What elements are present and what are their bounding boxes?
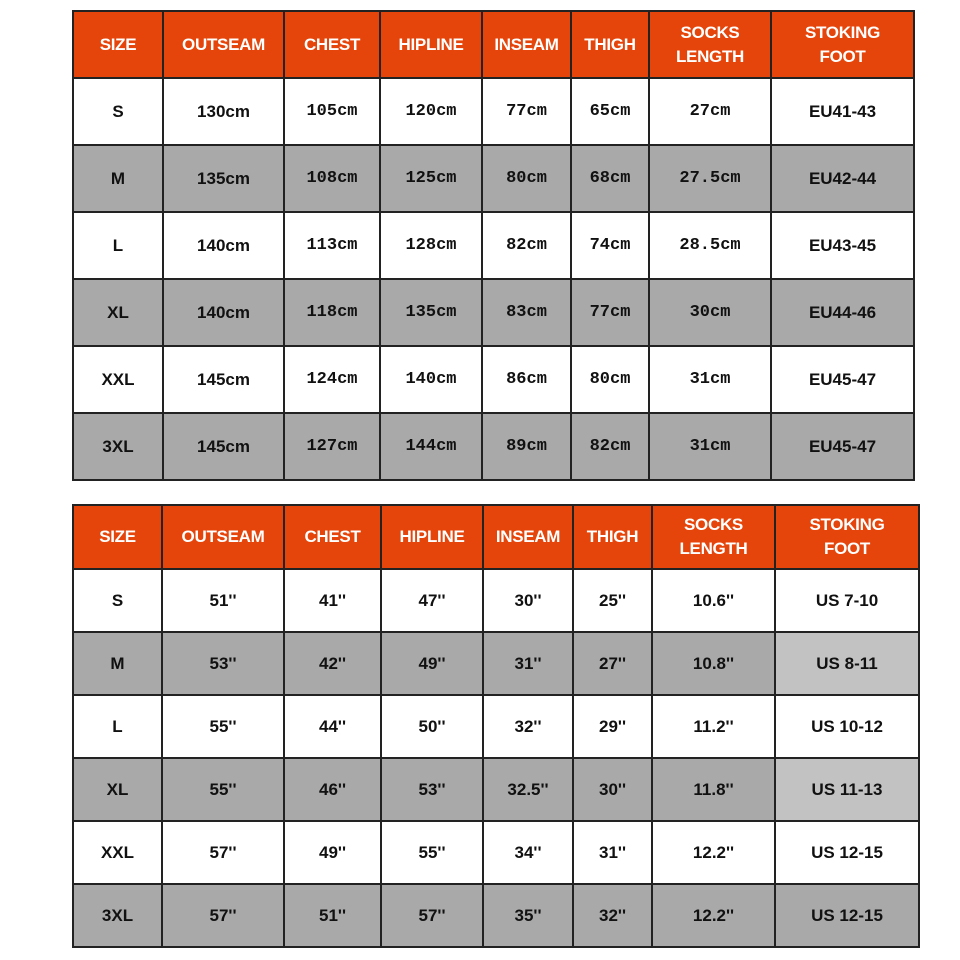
header-row (73, 505, 919, 569)
cell-size: L (73, 695, 162, 758)
cell-size: XL (73, 279, 163, 346)
cell-outseam: 51'' (162, 569, 284, 632)
table-row (73, 569, 919, 632)
cell-size: S (73, 569, 162, 632)
cell-hipline: 144cm (380, 413, 482, 480)
header-line: LENGTH (675, 46, 745, 66)
cell-chest: 127cm (284, 413, 380, 480)
header-line: FOOT (819, 46, 866, 66)
cell-thigh: 30'' (573, 758, 652, 821)
cell-inseam: 34'' (483, 821, 573, 884)
cell-size: L (73, 212, 163, 279)
cell-hipline: 57'' (381, 884, 483, 947)
cell-socks-length: 31cm (649, 346, 771, 413)
cell-chest: 118cm (284, 279, 380, 346)
cell-inseam: 31'' (483, 632, 573, 695)
cell-hipline: 135cm (380, 279, 482, 346)
table-row (73, 632, 919, 695)
cell-thigh: 27'' (573, 632, 652, 695)
table-row (73, 279, 914, 346)
cell-hipline: 50'' (381, 695, 483, 758)
cell-stoking-foot: EU45-47 (771, 413, 914, 480)
cell-thigh: 80cm (571, 346, 649, 413)
cell-stoking-foot: EU45-47 (771, 346, 914, 413)
cell-chest: 51'' (284, 884, 381, 947)
cell-outseam: 55'' (162, 695, 284, 758)
header-thigh: THIGH (573, 505, 652, 569)
cell-thigh: 77cm (571, 279, 649, 346)
cell-thigh: 65cm (571, 78, 649, 145)
cell-size: XL (73, 758, 162, 821)
cell-outseam: 135cm (163, 145, 284, 212)
cell-outseam: 55'' (162, 758, 284, 821)
header-line: FOOT (823, 539, 870, 558)
size-chart-cm (72, 10, 915, 481)
cell-stoking-foot: EU41-43 (771, 78, 914, 145)
header-socks-length (649, 11, 771, 78)
cell-chest: 108cm (284, 145, 380, 212)
cell-socks-length: 10.8'' (652, 632, 775, 695)
cell-socks-length: 12.2'' (652, 884, 775, 947)
cell-inseam: 80cm (482, 145, 571, 212)
cell-size: XXL (73, 821, 162, 884)
cell-outseam: 140cm (163, 279, 284, 346)
cell-size: 3XL (73, 884, 162, 947)
cell-chest: 42'' (284, 632, 381, 695)
header-stoking-foot (771, 11, 914, 78)
header-inseam: INSEAM (483, 505, 573, 569)
cell-hipline: 128cm (380, 212, 482, 279)
cell-stoking-foot: US 12-15 (775, 884, 919, 947)
cell-thigh: 25'' (573, 569, 652, 632)
cell-inseam: 82cm (482, 212, 571, 279)
cell-stoking-foot: EU42-44 (771, 145, 914, 212)
cell-stoking-foot: US 7-10 (775, 569, 919, 632)
header-hipline: HIPLINE (381, 505, 483, 569)
header-line: STOKING (809, 515, 885, 534)
table-row (73, 145, 914, 212)
cell-chest: 105cm (284, 78, 380, 145)
cell-outseam: 53'' (162, 632, 284, 695)
cell-hipline: 140cm (380, 346, 482, 413)
cell-stoking-foot: EU43-45 (771, 212, 914, 279)
cell-chest: 124cm (284, 346, 380, 413)
cell-stoking-foot: US 10-12 (775, 695, 919, 758)
cell-socks-length: 28.5cm (649, 212, 771, 279)
cell-socks-length: 11.2'' (652, 695, 775, 758)
cell-hipline: 47'' (381, 569, 483, 632)
table-row (73, 884, 919, 947)
header-chest: CHEST (284, 11, 380, 78)
table-row (73, 212, 914, 279)
header-size: SIZE (73, 505, 162, 569)
table-row (73, 758, 919, 821)
cell-hipline: 49'' (381, 632, 483, 695)
cell-hipline: 120cm (380, 78, 482, 145)
header-line: SOCKS (680, 22, 740, 42)
table-row (73, 695, 919, 758)
cell-socks-length: 30cm (649, 279, 771, 346)
cell-socks-length: 27.5cm (649, 145, 771, 212)
cell-thigh: 32'' (573, 884, 652, 947)
header-outseam: OUTSEAM (163, 11, 284, 78)
header-socks-length (652, 505, 775, 569)
cell-thigh: 68cm (571, 145, 649, 212)
cell-outseam: 140cm (163, 212, 284, 279)
table-row (73, 78, 914, 145)
cell-socks-length: 31cm (649, 413, 771, 480)
cell-stoking-foot: US 11-13 (775, 758, 919, 821)
cell-inseam: 77cm (482, 78, 571, 145)
cell-hipline: 55'' (381, 821, 483, 884)
cell-size: XXL (73, 346, 163, 413)
cell-stoking-foot: US 12-15 (775, 821, 919, 884)
cell-size: M (73, 632, 162, 695)
cell-inseam: 83cm (482, 279, 571, 346)
header-inseam: INSEAM (482, 11, 571, 78)
header-thigh: THIGH (571, 11, 649, 78)
cell-chest: 46'' (284, 758, 381, 821)
size-chart-inches (72, 504, 920, 948)
table-row (73, 413, 914, 480)
header-line: SOCKS (684, 515, 743, 534)
header-stoking-foot (775, 505, 919, 569)
header-outseam: OUTSEAM (162, 505, 284, 569)
cell-chest: 41'' (284, 569, 381, 632)
cell-hipline: 125cm (380, 145, 482, 212)
cell-inseam: 35'' (483, 884, 573, 947)
header-chest: CHEST (284, 505, 381, 569)
cell-inseam: 89cm (482, 413, 571, 480)
cell-inseam: 86cm (482, 346, 571, 413)
header-line: STOKING (804, 22, 881, 42)
cell-chest: 49'' (284, 821, 381, 884)
cell-socks-length: 10.6'' (652, 569, 775, 632)
cell-socks-length: 27cm (649, 78, 771, 145)
cell-inseam: 32.5'' (483, 758, 573, 821)
cell-outseam: 145cm (163, 413, 284, 480)
cell-chest: 44'' (284, 695, 381, 758)
cell-thigh: 82cm (571, 413, 649, 480)
table-row (73, 821, 919, 884)
header-row (73, 11, 914, 78)
cell-inseam: 32'' (483, 695, 573, 758)
cell-size: 3XL (73, 413, 163, 480)
cell-stoking-foot: US 8-11 (775, 632, 919, 695)
cell-socks-length: 12.2'' (652, 821, 775, 884)
cell-chest: 113cm (284, 212, 380, 279)
cell-size: S (73, 78, 163, 145)
header-size: SIZE (73, 11, 163, 78)
cell-socks-length: 11.8'' (652, 758, 775, 821)
cell-hipline: 53'' (381, 758, 483, 821)
cell-inseam: 30'' (483, 569, 573, 632)
cell-thigh: 31'' (573, 821, 652, 884)
header-line: LENGTH (679, 539, 748, 558)
cell-outseam: 57'' (162, 821, 284, 884)
cell-outseam: 145cm (163, 346, 284, 413)
cell-outseam: 130cm (163, 78, 284, 145)
table-row (73, 346, 914, 413)
cell-size: M (73, 145, 163, 212)
header-hipline: HIPLINE (380, 11, 482, 78)
cell-thigh: 74cm (571, 212, 649, 279)
cell-outseam: 57'' (162, 884, 284, 947)
cell-stoking-foot: EU44-46 (771, 279, 914, 346)
cell-thigh: 29'' (573, 695, 652, 758)
